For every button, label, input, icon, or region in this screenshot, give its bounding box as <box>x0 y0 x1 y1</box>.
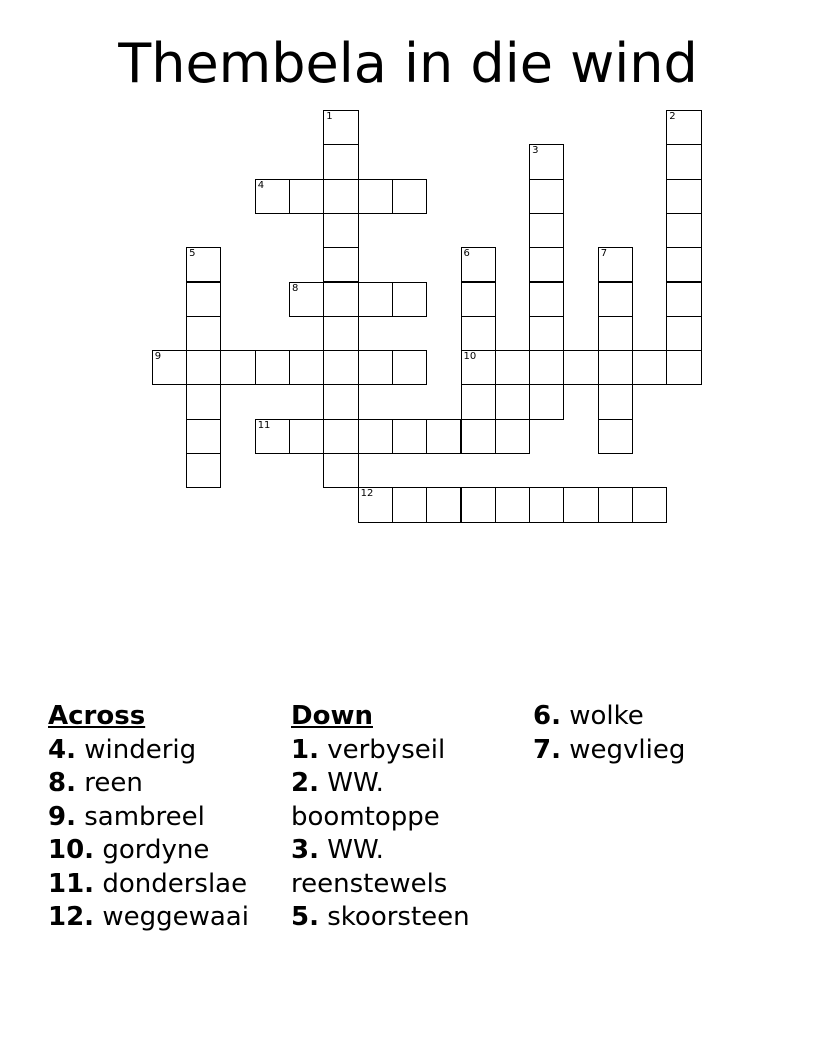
clue-across-11 <box>48 868 278 902</box>
grid-cell[interactable] <box>495 419 530 454</box>
clue-number: 1. <box>291 734 319 765</box>
clue-down-3 <box>291 834 501 901</box>
grid-cell[interactable] <box>598 419 633 454</box>
puzzle-title: Thembela in die wind <box>118 32 698 95</box>
cell-number: 2 <box>669 111 676 122</box>
clue-number: 8. <box>48 768 76 798</box>
grid-cell[interactable] <box>598 350 633 385</box>
grid-cell[interactable] <box>461 316 496 351</box>
clue-down-2 <box>291 767 501 834</box>
grid-cell[interactable] <box>152 350 187 385</box>
grid-cell[interactable] <box>289 419 324 454</box>
clue-text: WW. reenstewels <box>291 835 448 899</box>
grid-cell[interactable] <box>529 247 564 282</box>
clue-down-1 <box>291 734 501 768</box>
grid-cell[interactable] <box>358 487 393 522</box>
grid-cell[interactable] <box>392 350 427 385</box>
clue-number: 9. <box>48 801 76 832</box>
grid-cell[interactable] <box>666 350 701 385</box>
grid-cell[interactable] <box>323 453 358 488</box>
grid-cell[interactable] <box>323 419 358 454</box>
cell-number: 5 <box>189 248 196 260</box>
clue-number: 2. <box>291 768 319 798</box>
grid-cell[interactable] <box>529 282 564 317</box>
clue-text: weggewaai <box>102 902 249 932</box>
grid-cell[interactable] <box>289 282 324 317</box>
grid-cell[interactable] <box>289 179 324 214</box>
grid-cell[interactable] <box>563 350 598 385</box>
cell-number: 1 <box>326 111 333 122</box>
cell-number: 4 <box>257 179 265 191</box>
grid-cell[interactable] <box>323 179 358 214</box>
clue-number: 3. <box>291 835 319 865</box>
grid-cell[interactable] <box>426 487 461 522</box>
grid-cell[interactable] <box>461 350 496 385</box>
grid-cell[interactable] <box>358 350 393 385</box>
grid-cell[interactable] <box>186 384 221 419</box>
grid-cell[interactable] <box>529 179 564 214</box>
grid-cell[interactable] <box>358 179 393 214</box>
grid-cell[interactable] <box>666 144 701 179</box>
down-heading: Down <box>291 701 373 731</box>
clue-text: wegvlieg <box>569 734 686 765</box>
cell-number: 9 <box>154 351 162 363</box>
across-heading: Across <box>48 701 146 731</box>
clue-text: reen <box>84 768 143 798</box>
clue-text: WW. boomtoppe <box>291 768 440 832</box>
grid-cell[interactable] <box>255 179 290 214</box>
grid-cell[interactable] <box>529 350 564 385</box>
clue-text: winderig <box>84 734 197 765</box>
grid-cell[interactable] <box>323 384 358 419</box>
down-clues-continued <box>533 700 773 767</box>
grid-cell[interactable] <box>666 247 701 282</box>
grid-cell[interactable] <box>529 213 564 248</box>
grid-cell[interactable] <box>529 144 564 179</box>
grid-cell[interactable] <box>323 144 358 179</box>
grid-cell[interactable] <box>186 419 221 454</box>
cell-number: 8 <box>292 282 299 294</box>
grid-cell[interactable] <box>392 179 427 214</box>
grid-cell[interactable] <box>666 213 701 248</box>
grid-cell[interactable] <box>598 316 633 351</box>
across-clues <box>48 700 278 935</box>
grid-cell[interactable] <box>666 179 701 214</box>
down-clues <box>291 700 501 935</box>
clue-down-5 <box>291 901 501 935</box>
grid-cell[interactable] <box>323 213 358 248</box>
grid-cell[interactable] <box>358 282 393 317</box>
grid-cell[interactable] <box>461 487 496 522</box>
grid-cell[interactable] <box>392 282 427 317</box>
grid-cell[interactable] <box>529 487 564 522</box>
grid-cell[interactable] <box>392 487 427 522</box>
grid-cell[interactable] <box>598 487 633 522</box>
clue-text: gordyne <box>102 835 210 865</box>
grid-cell[interactable] <box>186 316 221 351</box>
grid-cell[interactable] <box>323 282 358 317</box>
clue-text: wolke <box>569 701 644 731</box>
clue-text: skoorsteen <box>327 902 470 932</box>
grid-cell[interactable] <box>461 282 496 317</box>
clue-number: 10. <box>48 835 95 865</box>
grid-cell[interactable] <box>529 384 564 419</box>
grid-cell[interactable] <box>220 350 255 385</box>
cell-number: 7 <box>600 248 608 260</box>
cell-number: 12 <box>360 488 374 500</box>
clue-text: verbyseil <box>327 734 446 765</box>
grid-cell[interactable] <box>186 350 221 385</box>
grid-cell[interactable] <box>186 453 221 488</box>
clue-number: 6. <box>533 701 561 731</box>
grid-cell[interactable] <box>255 419 290 454</box>
clue-across-8 <box>48 767 278 801</box>
grid-cell[interactable] <box>392 419 427 454</box>
grid-cell[interactable] <box>426 419 461 454</box>
clue-number: 4. <box>48 734 76 765</box>
clue-number: 5. <box>291 902 319 932</box>
grid-cell[interactable] <box>186 247 221 282</box>
grid-cell[interactable] <box>358 419 393 454</box>
grid-cell[interactable] <box>323 316 358 351</box>
clue-across-4 <box>48 734 278 768</box>
clue-down-6 <box>533 700 773 734</box>
grid-cell[interactable] <box>323 247 358 282</box>
grid-cell[interactable] <box>598 247 633 282</box>
clue-across-12 <box>48 901 278 935</box>
grid-cell[interactable] <box>632 350 667 385</box>
grid-cell[interactable] <box>323 110 358 145</box>
grid-cell[interactable] <box>495 487 530 522</box>
grid-cell[interactable] <box>289 350 324 385</box>
grid-cell[interactable] <box>529 316 564 351</box>
cell-number: 3 <box>532 145 539 157</box>
clue-text: donderslae <box>102 868 248 899</box>
clue-down-7 <box>533 734 773 768</box>
cell-number: 10 <box>463 351 477 363</box>
clue-text: sambreel <box>84 801 205 832</box>
grid-cell[interactable] <box>495 350 530 385</box>
clue-across-9 <box>48 801 278 835</box>
clue-number: 7. <box>533 734 561 765</box>
grid-cell[interactable] <box>255 350 290 385</box>
clue-number: 12. <box>48 902 95 932</box>
grid-cell[interactable] <box>598 384 633 419</box>
grid-cell[interactable] <box>461 419 496 454</box>
grid-cell[interactable] <box>598 282 633 317</box>
clue-across-10 <box>48 834 278 868</box>
cell-number: 6 <box>463 248 470 260</box>
grid-cell[interactable] <box>666 316 701 351</box>
cell-number: 11 <box>257 419 271 431</box>
grid-cell[interactable] <box>666 110 701 145</box>
grid-cell[interactable] <box>323 350 358 385</box>
grid-cell[interactable] <box>186 282 221 317</box>
grid-cell[interactable] <box>632 487 667 522</box>
grid-cell[interactable] <box>461 384 496 419</box>
clue-number: 11. <box>48 868 95 899</box>
grid-cell[interactable] <box>666 282 701 317</box>
grid-cell[interactable] <box>461 247 496 282</box>
grid-cell[interactable] <box>563 487 598 522</box>
